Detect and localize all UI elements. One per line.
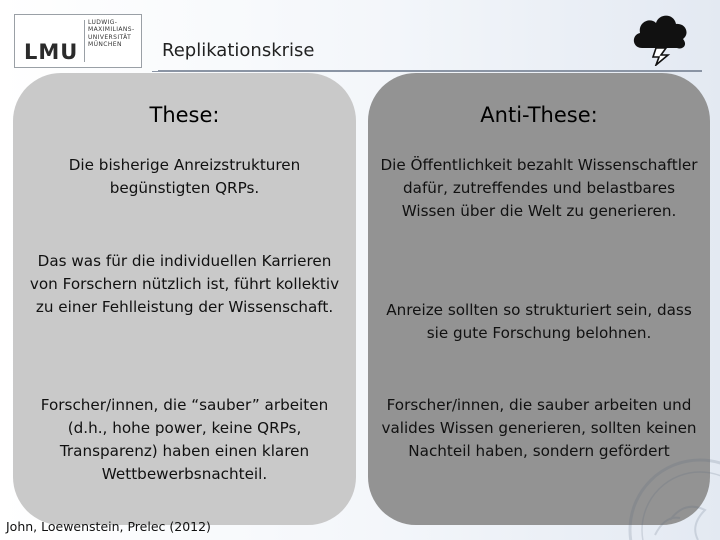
thesis-paragraph-3: Forscher/innen, die “sauber” arbeiten (d.h., hohe power, keine QRPs, Transparenz) haben einen klaren Wettbewerbsnachteil. bbox=[40, 396, 329, 483]
storm-cloud-icon bbox=[628, 8, 692, 66]
logo-text: LUDWIG- MAXIMILIANS- UNIVERSITÄT MÜNCHEN bbox=[88, 19, 135, 49]
slide-title: Replikationskrise bbox=[162, 40, 315, 61]
thesis-paragraph-2: Das was für die individuellen Karrieren von Forschern nützlich ist, führt kollektiv zu einer Fehlleistung der Wissenschaft. bbox=[29, 252, 340, 316]
university-seal-watermark bbox=[610, 440, 720, 540]
thesis-heading: These: bbox=[149, 103, 220, 127]
thesis-panel bbox=[13, 73, 356, 525]
cloud-shape bbox=[634, 16, 687, 49]
header-rule bbox=[158, 70, 702, 72]
logo-mark: LMU bbox=[24, 40, 79, 64]
citation: John, Loewenstein, Prelec (2012) bbox=[6, 519, 211, 534]
antithesis-heading: Anti-These: bbox=[480, 103, 598, 127]
logo-divider bbox=[84, 20, 85, 62]
antithesis-paragraph-2: Anreize sollten so strukturiert sein, dass sie gute Forschung belohnen. bbox=[386, 301, 692, 342]
lmu-logo bbox=[14, 14, 142, 68]
antithesis-paragraph-1: Die Öffentlichkeit bezahlt Wissenschaftler dafür, zutreffendes und belastbares Wissen über die Welt zu generieren. bbox=[380, 156, 698, 220]
thesis-paragraph-1: Die bisherige Anreizstrukturen begünstigten QRPs. bbox=[68, 156, 301, 197]
lightning-bolt bbox=[653, 48, 668, 65]
antithesis-paragraph-3: Forscher/innen, die sauber arbeiten und valides Wissen generieren, sollten keinen Nachteil haben, sondern gefördert bbox=[381, 396, 697, 460]
